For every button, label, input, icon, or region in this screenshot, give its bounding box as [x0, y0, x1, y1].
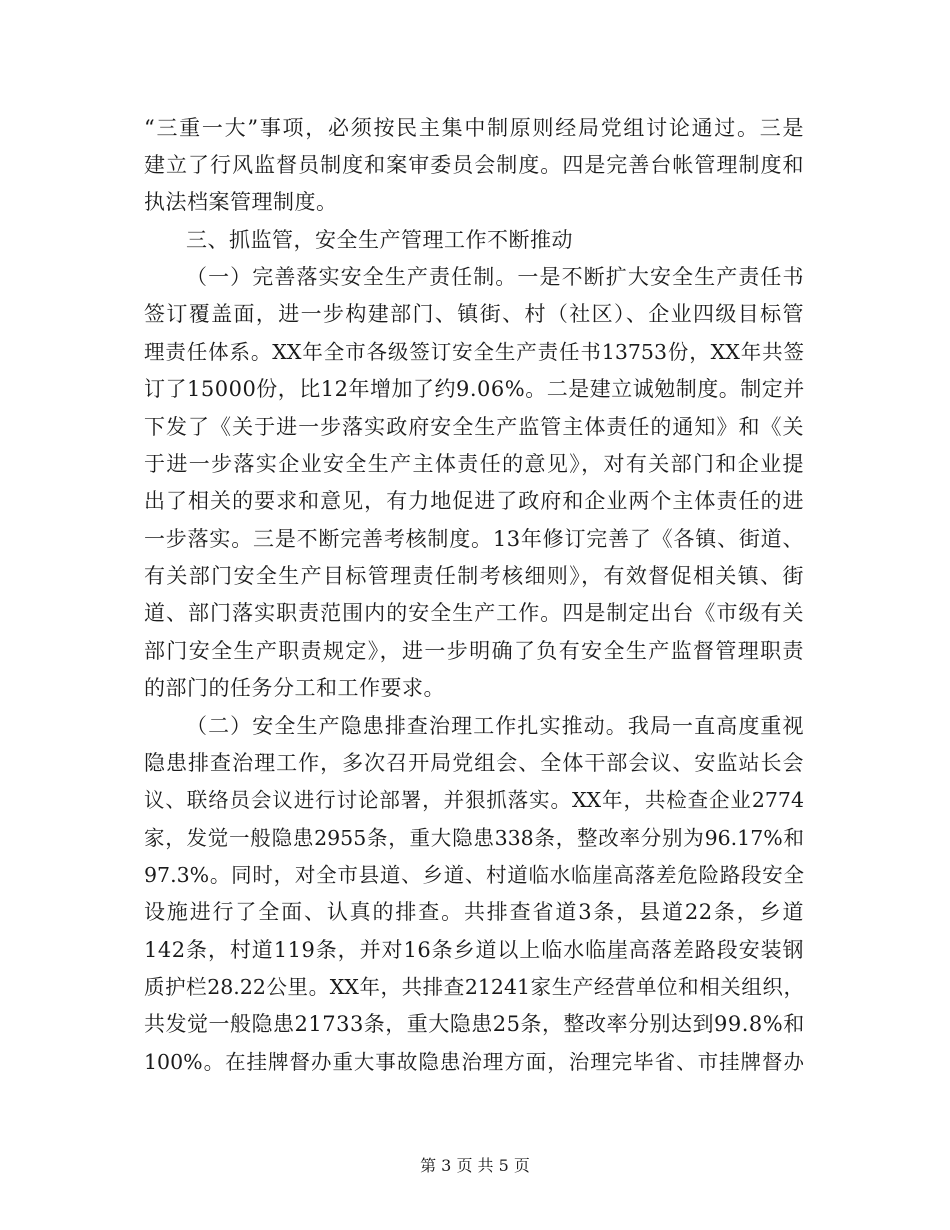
text-line: 建立了行风监督员制度和案审委员会制度。四是完善台帐管理制度和	[144, 153, 804, 177]
text-line: 家，发觉一般隐患2955条，重大隐患338条，整改率分别为96.17%和	[144, 826, 804, 850]
text-line: 97.3%。同时，对全市县道、乡道、村道临水临崖高落差危险路段安全	[144, 863, 804, 887]
text-line: 的部门的任务分工和工作要求。	[144, 676, 445, 700]
text-line: 下发了《关于进一步落实政府安全生产监管主体责任的通知》和《关	[144, 415, 804, 439]
text-line: 议、联络员会议进行讨论部署，并狠抓落实。XX年，共检查企业2774	[144, 788, 804, 812]
text-line: 于进一步落实企业安全生产主体责任的意见》，对有关部门和企业提	[144, 452, 804, 476]
text-line: 隐患排查治理工作，多次召开局党组会、全体干部会议、安监站长会	[144, 751, 804, 775]
text-line: “三重一大”事项，必须按民主集中制原则经局党组讨论通过。三是	[144, 116, 804, 140]
text-line: 共发觉一般隐患21733条，重大隐患25条，整改率分别达到99.8%和	[144, 1012, 805, 1036]
text-line: 执法档案管理制度。	[144, 190, 338, 214]
text-line: 设施进行了全面、认真的排查。共排查省道3条，县道22条，乡道	[144, 900, 804, 924]
text-line: 出了相关的要求和意见，有力地促进了政府和企业两个主体责任的进	[144, 489, 804, 513]
text-line: 一步落实。三是不断完善考核制度。13年修订完善了《各镇、街道、	[144, 527, 804, 551]
text-line: 签订覆盖面，进一步构建部门、镇街、村（社区）、企业四级目标管	[144, 302, 804, 326]
subsection-heading: （二）安全生产隐患排查治理工作扎实推动。我局一直高度重视	[186, 714, 804, 738]
text-line: 理责任体系。XX年全市各级签订安全生产责任书13753份，XX年共签	[144, 340, 804, 364]
page-number-footer: 第 3 页 共 5 页	[420, 1156, 530, 1175]
text-line: 142条，村道119条，并对16条乡道以上临水临崖高落差路段安装钢	[144, 938, 804, 962]
section-heading: 三、抓监管，安全生产管理工作不断推动	[186, 228, 573, 252]
text-line: 部门安全生产职责规定》，进一步明确了负有安全生产监督管理职责	[144, 639, 804, 663]
subsection-heading: （一）完善落实安全生产责任制。一是不断扩大安全生产责任书	[186, 265, 804, 289]
text-line: 道、部门落实职责范围内的安全生产工作。四是制定出台《市级有关	[144, 601, 804, 625]
text-line: 订了15000份，比12年增加了约9.06%。二是建立诚勉制度。制定并	[144, 377, 805, 401]
text-line: 100%。在挂牌督办重大事故隐患治理方面，治理完毕省、市挂牌督办	[144, 1050, 804, 1074]
text-line: 质护栏28.22公里。XX年，共排查21241家生产经营单位和相关组织，	[144, 975, 804, 999]
text-line: 有关部门安全生产目标管理责任制考核细则》，有效督促相关镇、街	[144, 564, 804, 588]
